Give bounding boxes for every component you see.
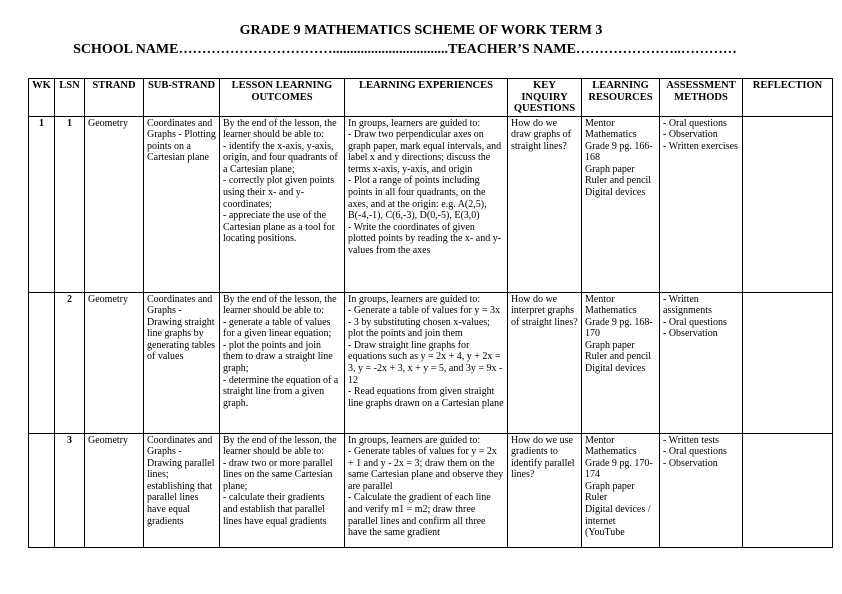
resource-line: Digital devices / internet (YouTube bbox=[585, 504, 651, 539]
header-learning-resources: LEARNING RESOURCES bbox=[582, 79, 660, 117]
inquiry-question-cell: How do we draw graphs of straight lines? bbox=[508, 116, 582, 292]
assessment-line: - Observation bbox=[663, 328, 718, 340]
table-row bbox=[29, 116, 833, 292]
reflection-cell bbox=[743, 292, 833, 433]
experience-line: In groups, learners are guided to: bbox=[348, 117, 481, 129]
sub-strand-cell: Coordinates and Graphs - Drawing parallel lines; establishing that parallel lines have equal gradients bbox=[144, 433, 220, 547]
resource-line: Graph paper bbox=[585, 480, 635, 492]
lesson-cell: 2 bbox=[55, 292, 85, 433]
strand-cell: Geometry bbox=[85, 433, 144, 547]
outcome-line: - determine the equation of a straight line from a given graph. bbox=[223, 374, 339, 409]
assessment-line: - Observation bbox=[663, 457, 718, 469]
assessment-line: - Written assignments bbox=[663, 293, 712, 317]
resource-line: Digital devices bbox=[585, 363, 646, 375]
outcome-line: - appreciate the use of the Cartesian plane as a tool for locating positions. bbox=[223, 210, 335, 245]
header-strand: STRAND bbox=[85, 79, 144, 117]
assessment-line: - Observation bbox=[663, 129, 718, 141]
outcome-line: By the end of the lesson, the learner should be able to: bbox=[223, 293, 337, 317]
table-row bbox=[29, 433, 833, 547]
strand-cell: Geometry bbox=[85, 116, 144, 292]
outcome-line: - correctly plot given points using their x- and y-coordinates; bbox=[223, 175, 335, 210]
resource-line: Mentor Mathematics Grade 9 pg. 170-174 bbox=[585, 434, 653, 481]
sub-strand-cell: Coordinates and Graphs - Drawing straight line graphs by generating tables of values bbox=[144, 292, 220, 433]
header-wk: WK bbox=[29, 79, 55, 117]
header-lesson-learning-outcomes: LESSON LEARNING OUTCOMES bbox=[220, 79, 345, 117]
outcome-line: - calculate their gradients and establish that parallel lines have equal gradients bbox=[223, 492, 327, 527]
outcomes-cell bbox=[220, 292, 345, 433]
inquiry-question-cell: How do we use gradients to identify parallel lines? bbox=[508, 433, 582, 547]
outcome-line: - identify the x-axis, y-axis, origin, and four quadrants of a Cartesian plane; bbox=[223, 140, 338, 175]
document-title: GRADE 9 MATHEMATICS SCHEME OF WORK TERM 3 bbox=[239, 23, 603, 38]
outcome-line: By the end of the lesson, the learner should be able to: bbox=[223, 434, 337, 458]
outcome-line: - generate a table of values for a given linear equation; bbox=[223, 316, 332, 340]
experience-line: - Write the coordinates of given plotted points by reading the x- and y-values from the axes bbox=[348, 221, 502, 257]
sub-strand-cell: Coordinates and Graphs - Plotting points on a Cartesian plane bbox=[144, 116, 220, 292]
reflection-cell bbox=[743, 433, 833, 547]
resource-line: Ruler and pencil bbox=[585, 351, 652, 363]
outcome-line: By the end of the lesson, the learner should be able to: bbox=[223, 117, 337, 141]
table-row bbox=[29, 292, 833, 433]
resources-cell bbox=[582, 116, 660, 292]
lesson-cell: 3 bbox=[55, 433, 85, 547]
resources-cell bbox=[582, 292, 660, 433]
experience-line: - Draw straight line graphs for equations such as y = 2x + 4, y + 2x = 3, y = -2x + 3, x + y = 5, and 3y = 9x - 12 bbox=[348, 339, 503, 386]
week-cell bbox=[29, 433, 55, 547]
assessment-line: - Oral questions bbox=[663, 446, 727, 458]
resource-line: Ruler bbox=[585, 492, 608, 504]
experiences-cell bbox=[345, 116, 508, 292]
experience-line: - Read equations from given straight line graphs drawn on a Cartesian plane bbox=[348, 386, 504, 409]
header-reflection: REFLECTION bbox=[743, 79, 833, 117]
table-header-row bbox=[29, 79, 833, 117]
resource-line: Mentor Mathematics Grade 9 pg. 166-168 bbox=[585, 117, 653, 164]
strand-cell: Geometry bbox=[85, 292, 144, 433]
assessment-line: - Written exercises bbox=[663, 140, 738, 152]
outcome-line: - draw two or more parallel lines on the same Cartesian plane; bbox=[223, 457, 333, 492]
experience-line: In groups, learners are guided to: bbox=[348, 293, 481, 305]
assessment-line: - Oral questions bbox=[663, 117, 727, 129]
header-key-inquiry-questions: KEY INQUIRY QUESTIONS bbox=[508, 79, 582, 117]
assessment-cell bbox=[660, 116, 743, 292]
resource-line: Graph paper bbox=[585, 339, 635, 351]
experiences-cell bbox=[345, 292, 508, 433]
header-learning-experiences: LEARNING EXPERIENCES bbox=[345, 79, 508, 117]
outcomes-cell bbox=[220, 433, 345, 547]
assessment-cell bbox=[660, 433, 743, 547]
week-cell: 1 bbox=[29, 116, 55, 292]
experience-line: - Plot a range of points including points in all four quadrants, on the axes, and at the origin: e.g. A(2,5), B(-4,-1), C(6,-3), D(0,-5), E(3,0) bbox=[348, 175, 487, 222]
header-lsn: LSN bbox=[55, 79, 85, 117]
experience-line: In groups, learners are guided to: bbox=[348, 434, 481, 446]
experiences-cell bbox=[345, 433, 508, 547]
resource-line: Graph paper bbox=[585, 163, 635, 175]
lesson-cell: 1 bbox=[55, 116, 85, 292]
experience-line: - Draw two perpendicular axes on graph paper, mark equal intervals, and label x and y directions; discuss the terms x-axis, y-axis, and origin bbox=[348, 129, 502, 175]
resource-line: Ruler and pencil bbox=[585, 175, 652, 187]
assessment-line: - Oral questions bbox=[663, 316, 727, 328]
week-cell bbox=[29, 292, 55, 433]
outcomes-cell bbox=[220, 116, 345, 292]
reflection-cell bbox=[743, 116, 833, 292]
experience-line: - Calculate the gradient of each line and verify m1 = m2; draw three parallel lines and confirm all three have the same gradient bbox=[348, 492, 491, 539]
resources-cell bbox=[582, 433, 660, 547]
header-sub-strand: SUB-STRAND bbox=[144, 79, 220, 117]
resource-line: Mentor Mathematics Grade 9 pg. 168-170 bbox=[585, 293, 653, 340]
assessment-line: - Written tests bbox=[663, 434, 720, 446]
inquiry-question-cell: How do we interpret graphs of straight lines? bbox=[508, 292, 582, 433]
resource-line: Digital devices bbox=[585, 187, 646, 199]
experience-line: - Generate tables of values for y = 2x + 1 and y - 2x = 3; draw them on the same Cartesian plane and observe they are parallel bbox=[348, 446, 504, 492]
assessment-cell bbox=[660, 292, 743, 433]
school-teacher-name-line: SCHOOL NAME…………………………….................................TEACHER’S NAME…………………..………… bbox=[73, 42, 737, 57]
outcome-line: - plot the points and join them to draw a straight line graph; bbox=[223, 339, 333, 375]
scheme-of-work-table bbox=[28, 78, 833, 548]
experience-line: - Generate a table of values for y = 3x - 3 by substituting chosen x-values; plot the points and join them bbox=[348, 305, 500, 340]
header-assessment-methods: ASSESSMENT METHODS bbox=[660, 79, 743, 117]
